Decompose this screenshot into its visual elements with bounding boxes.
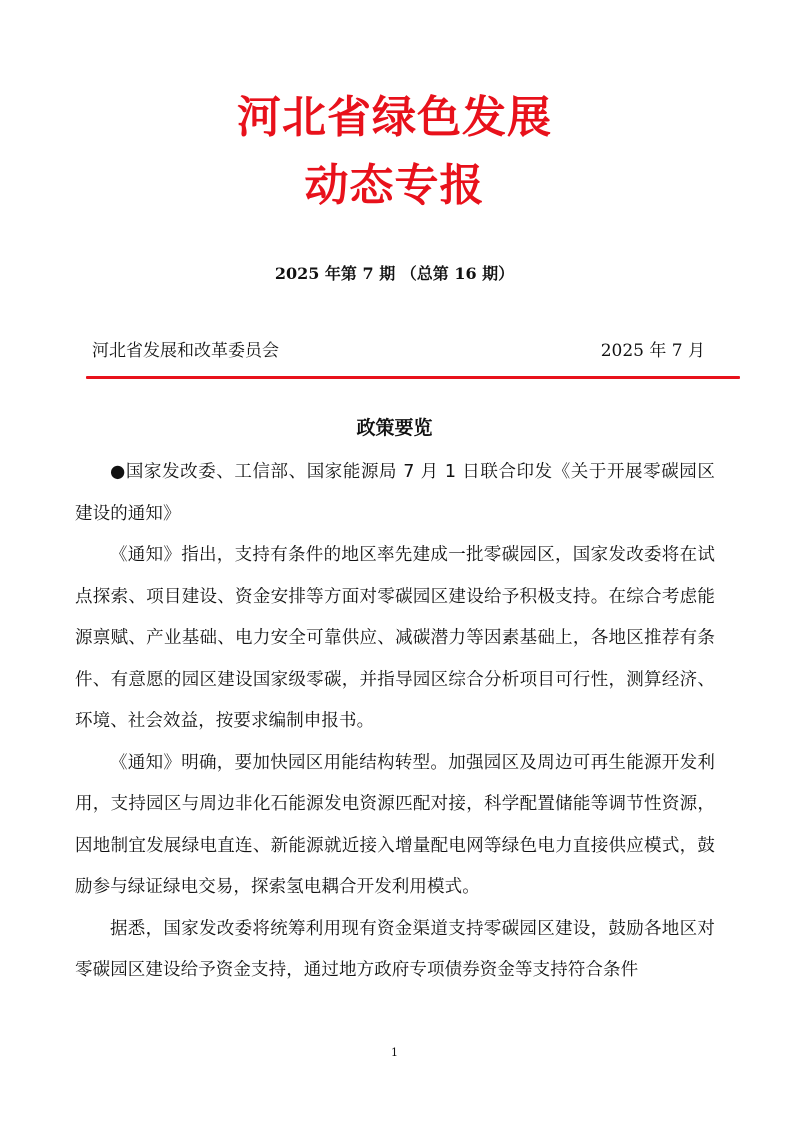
masthead-title-line-1: 河北省绿色发展 bbox=[237, 92, 552, 143]
issue-date: 2025 年 7 月 bbox=[600, 341, 705, 361]
page-number: 1 bbox=[391, 1046, 398, 1059]
section-heading: 政策要览 bbox=[356, 417, 433, 439]
issue-number: 2025 年第 7 期 （总第 16 期） bbox=[274, 264, 515, 283]
bullet-item bbox=[75, 452, 715, 535]
masthead-title-line-2: 动态专报 bbox=[304, 160, 485, 211]
red-divider-line bbox=[86, 376, 740, 379]
paragraph-2: 《通知》明确，要加快园区用能结构转型。加强园区及周边可再生能源开发利用，支持园区与周边非化石能源发电资源匹配对接，科学配置储能等调节性资源，因地制宜发展绿电直连、新能源就近接入增量配电网等绿色电力直接供应模式，鼓励参与绿证绿电交易，探索氢电耦合开发利用模式。 bbox=[75, 752, 715, 897]
bullet-dot-icon: ● bbox=[110, 462, 126, 482]
issuer-name: 河北省发展和改革委员会 bbox=[92, 341, 279, 361]
bullet-text: 国家发改委、工信部、国家能源局 7 月 1 日联合印发《关于开展零碳园区建设的通知》 bbox=[75, 462, 715, 524]
article-body bbox=[75, 452, 715, 992]
paragraph-3: 据悉，国家发改委将统筹利用现有资金渠道支持零碳园区建设，鼓励各地区对零碳园区建设给予资金支持，通过地方政府专项债券资金等支持符合条件 bbox=[75, 918, 715, 980]
paragraph-1: 《通知》指出，支持有条件的地区率先建成一批零碳园区，国家发改委将在试点探索、项目建设、资金安排等方面对零碳园区建设给予积极支持。在综合考虑能源禀赋、产业基础、电力安全可靠供应、减碳潜力等因素基础上，各地区推荐有条件、有意愿的园区建设国家级零碳，并指导园区综合分析项目可行性，测算经济、环境、社会效益，按要求编制申报书。 bbox=[75, 545, 715, 731]
